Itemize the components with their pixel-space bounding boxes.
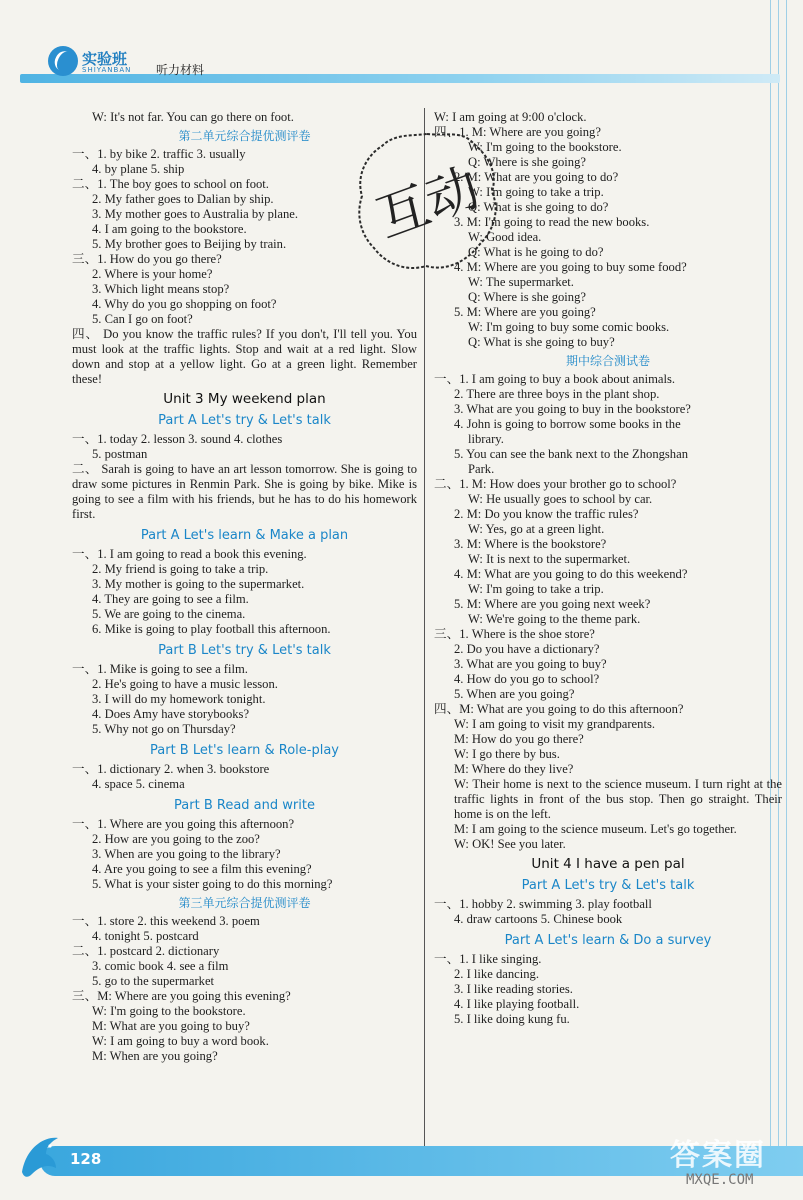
text-line: 5. We are going to the cinema.: [92, 607, 246, 621]
text-line: 四、1. M: Where are you going?: [434, 125, 601, 139]
text-line: 4. by plane 5. ship: [92, 162, 185, 176]
text-line: 一、1. dictionary 2. when 3. bookstore: [72, 762, 270, 776]
text-line: W: I'm going to take a trip.: [468, 185, 604, 199]
text-line: 一、1. hobby 2. swimming 3. play football: [434, 897, 652, 911]
header-bar: [20, 74, 780, 83]
text-line: 5. Why not go on Thursday?: [92, 722, 236, 736]
part-heading: Part A Let's learn & Make a plan: [140, 528, 349, 543]
section-label: 听力材料: [156, 63, 205, 77]
watermark-logo: 答案圈: [670, 1138, 766, 1173]
text-line: 4. How do you go to school?: [454, 672, 600, 686]
paragraph: W: Their home is next to the science museum. I turn right at the traffic lights in front of the bus stop. Then go straight. Their home is on the left.: [454, 777, 782, 821]
text-line: 一、1. by bike 2. traffic 3. usually: [72, 147, 246, 161]
text-line: W: The supermarket.: [468, 275, 574, 289]
section-heading: 期中综合测试卷: [565, 354, 650, 368]
text-line: 2. Where is your home?: [92, 267, 213, 281]
text-line: 3. What are you going to buy?: [454, 657, 607, 671]
text-line: 3. Which light means stop?: [92, 282, 230, 296]
text-line: W: I am going at 9:00 o'clock.: [434, 110, 587, 124]
unit-heading: Unit 3 My weekend plan: [163, 391, 326, 407]
part-heading: Part B Let's learn & Role-play: [150, 743, 339, 758]
text-line: 一、1. I am going to read a book this evening.: [72, 547, 307, 561]
text-line: W: It is next to the supermarket.: [468, 552, 631, 566]
text-line: W: I'm going to the bookstore.: [468, 140, 622, 154]
text-line: 5. When are you going?: [454, 687, 575, 701]
text-line: 一、1. store 2. this weekend 3. poem: [72, 914, 260, 928]
text-line: Q: What is he going to do?: [468, 245, 604, 259]
text-line: W: It's not far. You can go there on foot.: [92, 110, 294, 124]
text-line: 4. tonight 5. postcard: [92, 929, 199, 943]
text-line: M: When are you going?: [92, 1049, 218, 1063]
dolphin-logo-icon: [48, 46, 78, 76]
text-line: W: I'm going to buy some comic books.: [468, 320, 670, 334]
text-line: 2. M: What are you going to do?: [454, 170, 619, 184]
text-line: 2. M: Do you know the traffic rules?: [454, 507, 639, 521]
paragraph: M: I am going to the science museum. Let's go together.: [454, 822, 737, 836]
text-line: 3. When are you going to the library?: [92, 847, 281, 861]
text-line: 5. M: Where are you going next week?: [454, 597, 651, 611]
text-line: 一、1. Where are you going this afternoon?: [72, 817, 295, 831]
text-line: 6. Mike is going to play football this afternoon.: [92, 622, 331, 636]
text-line: 5. I like doing kung fu.: [454, 1012, 570, 1026]
text-line: W: He usually goes to school by car.: [468, 492, 653, 506]
part-heading: Part B Read and write: [174, 798, 315, 813]
text-line: 5. postman: [92, 447, 148, 461]
text-line: W: Yes, go at a green light.: [468, 522, 605, 536]
text-line: 5. go to the supermarket: [92, 974, 215, 988]
text-line: W: I go there by bus.: [454, 747, 560, 761]
text-line: 3. My mother goes to Australia by plane.: [92, 207, 299, 221]
page-header: [0, 30, 803, 88]
text-line: 2. My father goes to Dalian by ship.: [92, 192, 274, 206]
text-line: 3. I will do my homework tonight.: [92, 692, 266, 706]
text-line: W: I'm going to take a trip.: [468, 582, 604, 596]
watermark-url: MXQE.COM: [686, 1172, 754, 1188]
text-line: 一、1. I like singing.: [434, 952, 542, 966]
text-line: 3. comic book 4. see a film: [92, 959, 229, 973]
text-line: 4. Why do you go shopping on foot?: [92, 297, 277, 311]
text-line: W: I'm going to the bookstore.: [92, 1004, 246, 1018]
part-heading: Part A Let's learn & Do a survey: [504, 933, 712, 948]
text-line: 5. You can see the bank next to the Zhongshan: [454, 447, 688, 461]
text-line: 5. M: Where are you going?: [454, 305, 596, 319]
text-line: 二、1. The boy goes to school on foot.: [72, 177, 269, 191]
text-line: Q: Where is she going?: [468, 155, 586, 169]
text-line: Q: What is she going to do?: [468, 200, 609, 214]
text-line: 4. I am going to the bookstore.: [92, 222, 247, 236]
text-line: 二、1. postcard 2. dictionary: [72, 944, 220, 958]
text-line: 4. I like playing football.: [454, 997, 580, 1011]
text-line: M: Where do they live?: [454, 762, 574, 776]
paragraph: 二、 Sarah is going to have an art lesson tomorrow. She is going to draw some pictures in Renmin Park. She is going by bike. Mike is going to see a film with his friends, but he has to do his homework first.: [72, 462, 417, 521]
text-line: 4. Does Amy have storybooks?: [92, 707, 250, 721]
text-line: 2. He's going to have a music lesson.: [92, 677, 278, 691]
stamp-text: 互动: [368, 157, 488, 250]
text-line: 4. space 5. cinema: [92, 777, 185, 791]
text-line: 四、M: What are you going to do this afternoon?: [434, 702, 684, 716]
paragraph: 四、 Do you know the traffic rules? If you don't, I'll tell you. You must look at the traffic lights. Stop and wait at a red light. Slow down and stop at a yellow light. Go at a green light. Remember these!: [72, 327, 417, 386]
section-heading: 第二单元综合提优测评卷: [178, 129, 311, 143]
text-line: Park.: [468, 462, 495, 476]
text-line: library.: [468, 432, 504, 446]
text-line: 2. I like dancing.: [454, 967, 539, 981]
text-line: 2. My friend is going to take a trip.: [92, 562, 269, 576]
text-line: 一、1. today 2. lesson 3. sound 4. clothes: [72, 432, 283, 446]
text-line: 4. Are you going to see a film this evening?: [92, 862, 312, 876]
text-line: 2. How are you going to the zoo?: [92, 832, 260, 846]
stamp-icon: [352, 126, 502, 276]
text-line: 4. M: What are you going to do this weekend?: [454, 567, 688, 581]
text-line: 二、1. M: How does your brother go to school?: [434, 477, 677, 491]
text-line: W: Good idea.: [468, 230, 542, 244]
text-line: Q: Where is she going?: [468, 290, 586, 304]
text-line: M: What are you going to buy?: [92, 1019, 250, 1033]
part-heading: Part A Let's try & Let's talk: [158, 413, 331, 428]
section-heading: 第三单元综合提优测评卷: [178, 896, 311, 910]
text-line: W: I am going to buy a word book.: [92, 1034, 269, 1048]
text-line: M: How do you go there?: [454, 732, 584, 746]
text-line: 3. What are you going to buy in the bookstore?: [454, 402, 691, 416]
text-line: 4. M: Where are you going to buy some food?: [454, 260, 687, 274]
brand-title: 实验班: [82, 50, 128, 68]
text-line: 4. draw cartoons 5. Chinese book: [454, 912, 623, 926]
text-line: 三、1. Where is the shoe store?: [434, 627, 595, 641]
part-heading: Part A Let's try & Let's talk: [521, 878, 695, 893]
dolphin-icon: [16, 1128, 62, 1180]
text-line: 三、1. How do you go there?: [72, 252, 222, 266]
text-line: 3. I like reading stories.: [454, 982, 573, 996]
brand-subtitle: SHIYANBAN: [82, 66, 132, 74]
text-line: 3. My mother is going to the supermarket.: [92, 577, 305, 591]
text-line: W: I am going to visit my grandparents.: [454, 717, 655, 731]
page-footer: [0, 1118, 803, 1200]
margin-line: [786, 0, 787, 1160]
text-line: 5. Can I go on foot?: [92, 312, 193, 326]
text-line: Q: What is she going to buy?: [468, 335, 615, 349]
unit-heading: Unit 4 I have a pen pal: [531, 856, 685, 872]
text-line: 2. Do you have a dictionary?: [454, 642, 600, 656]
text-line: 一、1. Mike is going to see a film.: [72, 662, 248, 676]
text-line: 一、1. I am going to buy a book about animals.: [434, 372, 675, 386]
text-line: 5. My brother goes to Beijing by train.: [92, 237, 287, 251]
text-line: 3. M: Where is the bookstore?: [454, 537, 607, 551]
text-line: 4. They are going to see a film.: [92, 592, 249, 606]
text-line: W: OK! See you later.: [454, 837, 566, 851]
text-line: 4. John is going to borrow some books in the: [454, 417, 681, 431]
text-line: 三、M: Where are you going this evening?: [72, 989, 291, 1003]
text-line: W: We're going to the theme park.: [468, 612, 641, 626]
text-line: 3. M: I'm going to read the new books.: [454, 215, 650, 229]
part-heading: Part B Let's try & Let's talk: [158, 643, 331, 658]
text-line: 5. What is your sister going to do this morning?: [92, 877, 333, 891]
text-line: 2. There are three boys in the plant shop.: [454, 387, 660, 401]
page-number: 128: [70, 1150, 102, 1168]
